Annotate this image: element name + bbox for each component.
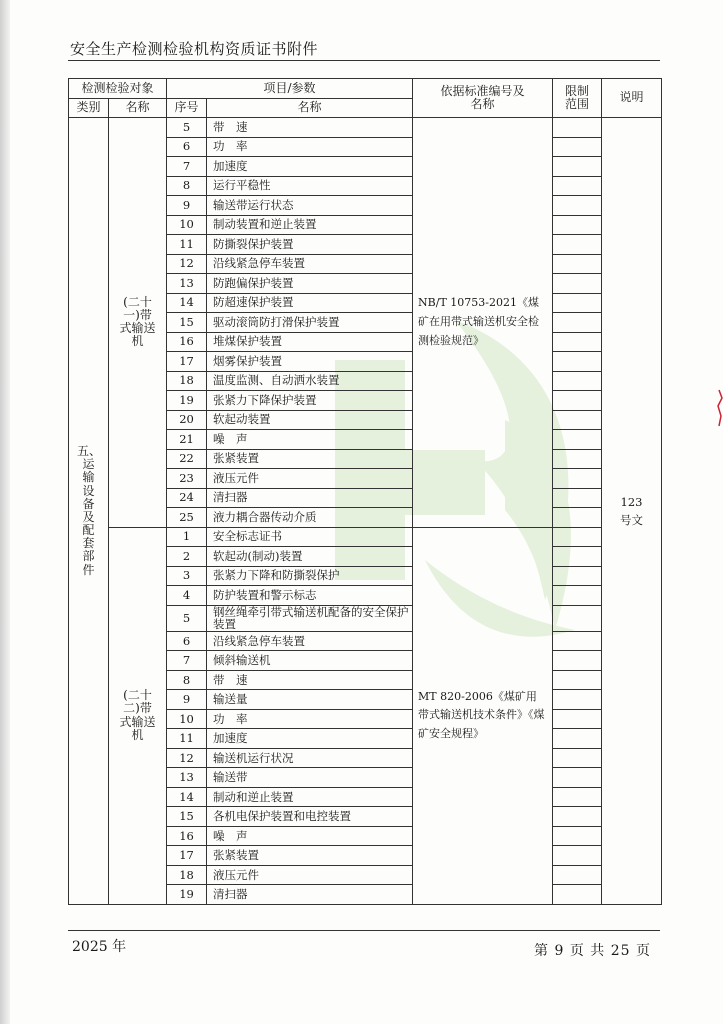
row-param: 张紧装置 [207,846,413,866]
limit-range-cell [553,449,602,469]
row-seq: 10 [167,215,207,235]
limit-range-cell [553,566,602,586]
row-param: 沿线紧急停车装置 [207,631,413,651]
row-seq: 5 [167,605,207,631]
page-edge-shadow [0,0,10,1024]
row-param: 沿线紧急停车装置 [207,254,413,274]
header-standard: 依据标准编号及名称 [413,79,553,118]
footer-page-number: 第 9 页 共 25 页 [534,943,651,959]
row-seq: 24 [167,488,207,508]
row-seq: 16 [167,826,207,846]
row-seq: 12 [167,748,207,768]
row-seq: 8 [167,670,207,690]
row-param: 带 速 [207,670,413,690]
row-seq: 23 [167,469,207,489]
limit-range-cell [553,787,602,807]
row-param: 运行平稳性 [207,176,413,196]
header-item-param: 项目/参数 [167,79,413,99]
row-seq: 4 [167,586,207,606]
limit-range-cell [553,391,602,411]
row-seq: 12 [167,254,207,274]
row-param: 各机电保护装置和电控装置 [207,807,413,827]
footer-divider [68,930,660,931]
limit-range-cell [553,469,602,489]
limit-range-cell [553,586,602,606]
row-param: 功 率 [207,137,413,157]
header-limit-range: 限制范围 [553,79,602,118]
row-seq: 10 [167,709,207,729]
row-param: 防护装置和警示标志 [207,586,413,606]
row-param: 液压元件 [207,469,413,489]
row-param: 液压元件 [207,865,413,885]
page-header-title: 安全生产检测检验机构资质证书附件 [70,40,319,58]
limit-range-cell [553,748,602,768]
row-param: 带 速 [207,118,413,138]
limit-range-cell [553,371,602,391]
limit-range-cell [553,768,602,788]
row-seq: 1 [167,527,207,547]
row-seq: 18 [167,371,207,391]
row-param: 张紧装置 [207,449,413,469]
row-seq: 9 [167,196,207,216]
limit-range-cell [553,885,602,905]
row-param: 制动装置和逆止装置 [207,215,413,235]
row-seq: 17 [167,352,207,372]
remark-cell: 123号文 [602,118,662,905]
limit-range-cell [553,670,602,690]
row-seq: 14 [167,787,207,807]
limit-range-cell [553,176,602,196]
row-seq: 5 [167,118,207,138]
limit-range-cell [553,313,602,333]
limit-range-cell [553,631,602,651]
footer-year: 2025 年 [72,939,127,955]
header-object: 检测检验对象 [69,79,167,99]
row-seq: 8 [167,176,207,196]
row-param: 温度监测、自动洒水装置 [207,371,413,391]
red-stamp-edge [717,388,723,428]
row-param: 噪 声 [207,826,413,846]
header-param-name: 名称 [207,98,413,118]
limit-range-cell [553,254,602,274]
row-param: 输送量 [207,690,413,710]
row-param: 清扫器 [207,885,413,905]
row-param: 加速度 [207,729,413,749]
limit-range-cell [553,605,602,631]
row-seq: 7 [167,157,207,177]
limit-range-cell [553,508,602,528]
header-name: 名称 [109,98,167,118]
limit-range-cell [553,729,602,749]
limit-range-cell [553,137,602,157]
row-param: 张紧力下降和防撕裂保护 [207,566,413,586]
row-seq: 18 [167,865,207,885]
row-param: 加速度 [207,157,413,177]
limit-range-cell [553,709,602,729]
limit-range-cell [553,488,602,508]
row-seq: 20 [167,410,207,430]
limit-range-cell [553,527,602,547]
row-seq: 9 [167,690,207,710]
row-param: 防超速保护装置 [207,293,413,313]
row-param: 清扫器 [207,488,413,508]
limit-range-cell [553,293,602,313]
row-seq: 25 [167,508,207,528]
device-name-21: (二十一)带式输送机 [109,118,167,528]
row-param: 输送机运行状况 [207,748,413,768]
limit-range-cell [553,274,602,294]
row-seq: 19 [167,885,207,905]
row-param: 液力耦合器传动介质 [207,508,413,528]
standard-22: MT 820-2006《煤矿用带式输送机技术条件》《煤矿安全规程》 [413,527,553,904]
limit-range-cell [553,846,602,866]
row-param: 防撕裂保护装置 [207,235,413,255]
row-seq: 19 [167,391,207,411]
row-param: 安全标志证书 [207,527,413,547]
limit-range-cell [553,547,602,567]
device-name-22: (二十二)带式输送机 [109,527,167,904]
limit-range-cell [553,651,602,671]
row-seq: 6 [167,137,207,157]
row-seq: 17 [167,846,207,866]
header-category: 类别 [69,98,109,118]
row-seq: 21 [167,430,207,450]
row-seq: 15 [167,807,207,827]
row-param: 功 率 [207,709,413,729]
limit-range-cell [553,215,602,235]
limit-range-cell [553,157,602,177]
limit-range-cell [553,807,602,827]
qualification-table [68,78,662,905]
row-param: 输送带 [207,768,413,788]
row-seq: 3 [167,566,207,586]
row-param: 驱动滚筒防打滑保护装置 [207,313,413,333]
limit-range-cell [553,826,602,846]
row-seq: 2 [167,547,207,567]
limit-range-cell [553,690,602,710]
table-row [69,527,662,547]
row-param: 烟雾保护装置 [207,352,413,372]
limit-range-cell [553,235,602,255]
limit-range-cell [553,118,602,138]
row-seq: 7 [167,651,207,671]
limit-range-cell [553,865,602,885]
row-param: 软起动装置 [207,410,413,430]
table-row [69,118,662,138]
limit-range-cell [553,352,602,372]
row-seq: 13 [167,768,207,788]
row-param: 软起动(制动)装置 [207,547,413,567]
row-seq: 6 [167,631,207,651]
row-seq: 11 [167,729,207,749]
limit-range-cell [553,430,602,450]
row-param: 防跑偏保护装置 [207,274,413,294]
header-divider [68,60,660,61]
row-seq: 16 [167,332,207,352]
category-cell: 五、运输设备及配套部件 [69,118,109,905]
row-param: 制动和逆止装置 [207,787,413,807]
row-param: 堆煤保护装置 [207,332,413,352]
standard-21: NB/T 10753-2021《煤矿在用带式输送机安全检测检验规范》 [413,118,553,528]
row-seq: 11 [167,235,207,255]
row-param: 倾斜输送机 [207,651,413,671]
header-seq: 序号 [167,98,207,118]
row-seq: 22 [167,449,207,469]
row-param: 输送带运行状态 [207,196,413,216]
row-seq: 13 [167,274,207,294]
row-seq: 14 [167,293,207,313]
limit-range-cell [553,410,602,430]
row-seq: 15 [167,313,207,333]
row-param: 噪 声 [207,430,413,450]
row-param: 钢丝绳牵引带式输送机配备的安全保护装置 [207,605,413,631]
header-remarks: 说明 [602,79,662,118]
limit-range-cell [553,332,602,352]
row-param: 张紧力下降保护装置 [207,391,413,411]
limit-range-cell [553,196,602,216]
